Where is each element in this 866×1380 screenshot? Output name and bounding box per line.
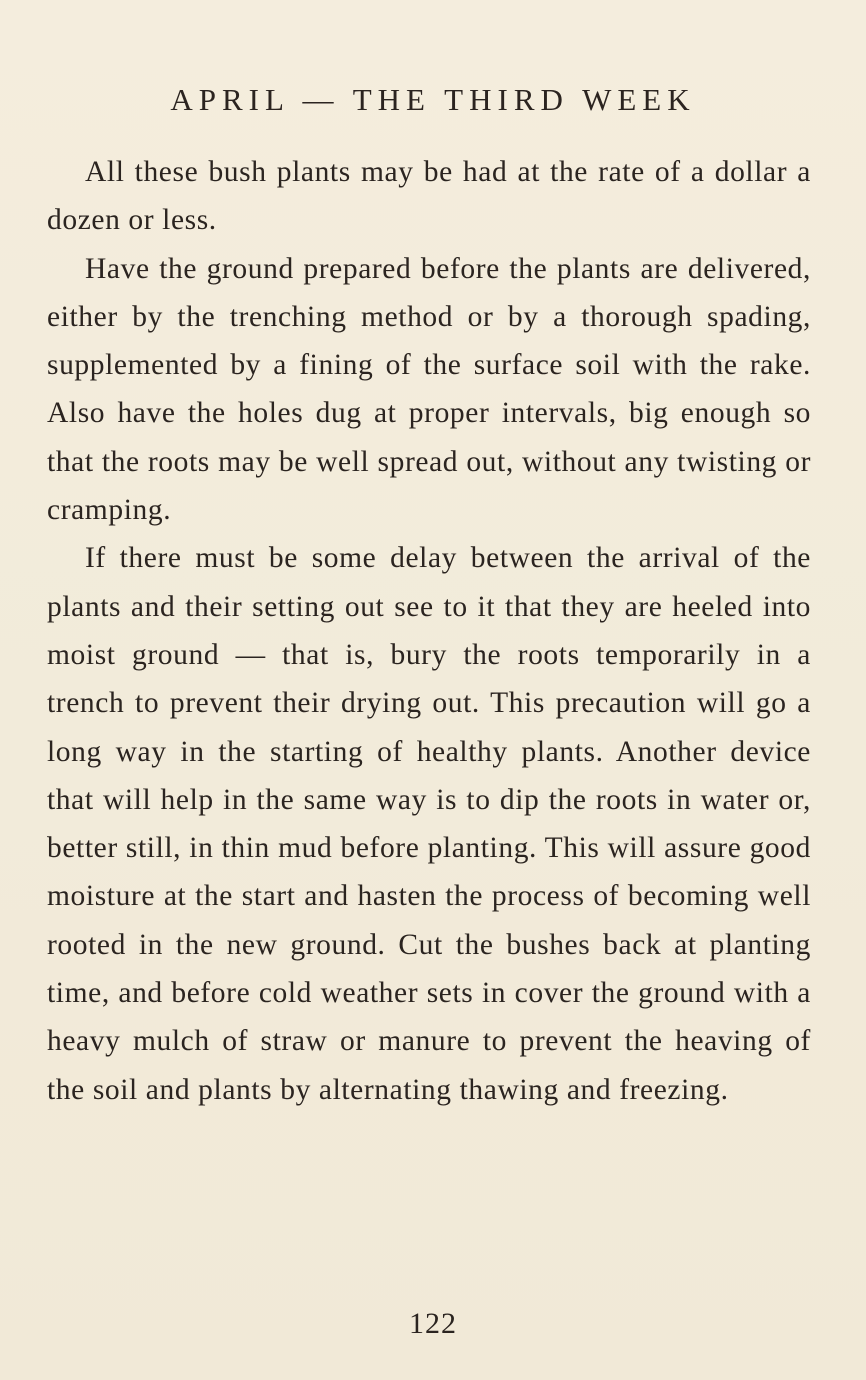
- body-text: [47, 148, 811, 1114]
- paragraph-3: If there must be some delay between the arrival of the plants and their setting out see to it that they are heeled into moist ground — that is, bury the roots temporarily in a trench to prevent their drying out. This precaution will go a long way in the starting of healthy plants. Another device that will help in the same way is to dip the roots in water or, better still, in thin mud before planting. This will assure good moisture at the start and hasten the process of becoming well rooted in the new ground. Cut the bushes back at planting time, and before cold weather sets in cover the ground with a heavy mulch of straw or manure to prevent the heaving of the soil and plants by alternating thawing and freezing.: [47, 542, 811, 1106]
- page-number: 122: [409, 1307, 457, 1340]
- paragraph-1: All these bush plants may be had at the rate of a dollar a dozen or less.: [47, 156, 811, 237]
- paragraph-2: Have the ground prepared before the plants are delivered, either by the trenching method or by a thorough spading, supplemented by a fining of the surface soil with the rake. Also have the holes dug at proper intervals, big enough so that the roots may be well spread out, without any twisting or cramping.: [47, 252, 811, 527]
- running-head: APRIL — THE THIRD WEEK: [170, 82, 696, 117]
